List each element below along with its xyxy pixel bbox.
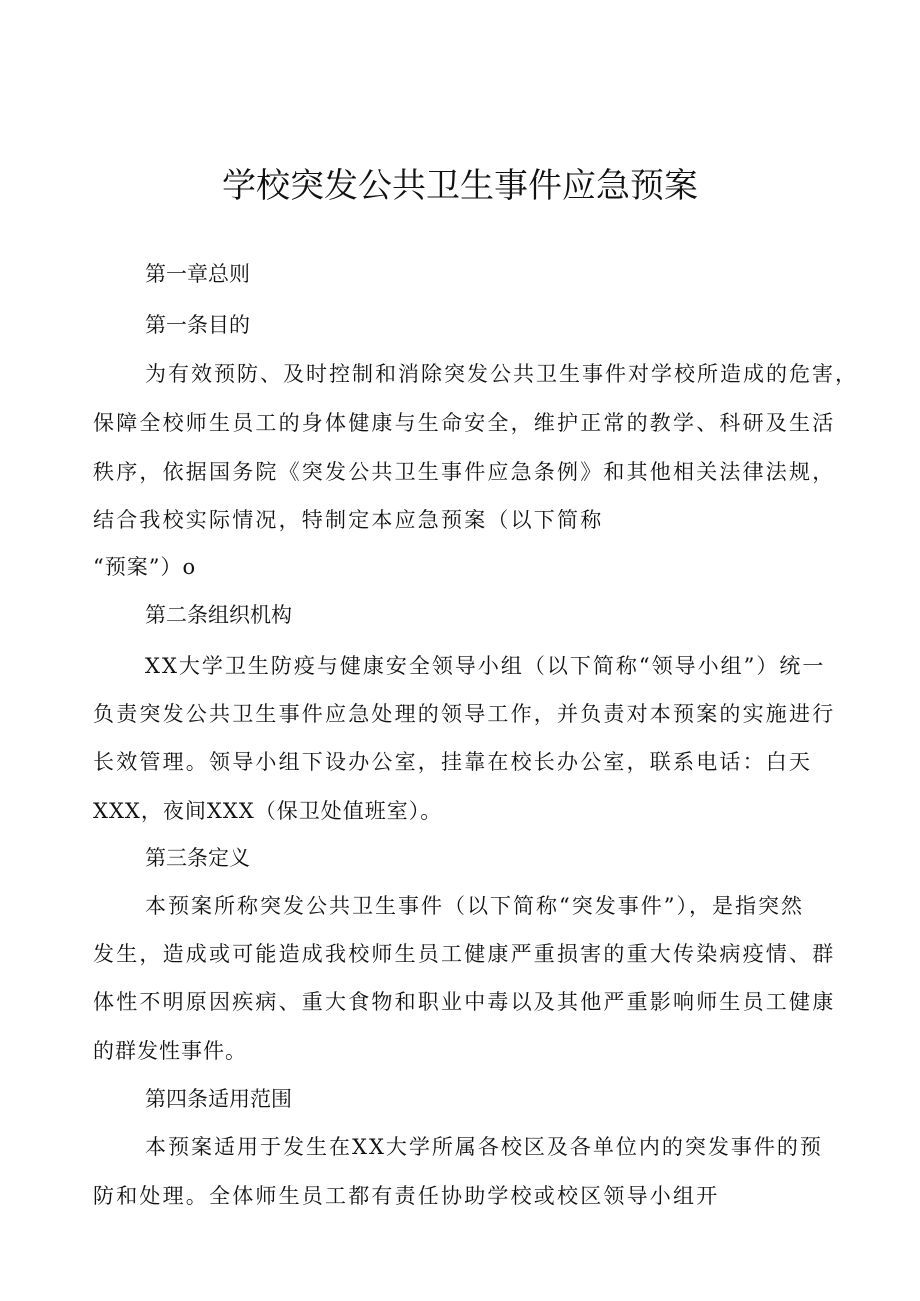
paragraph-line: 发生，造成或可能造成我校师生员工健康严重损害的重大传染病疫情、群	[93, 942, 836, 966]
paragraph-line: 本预案适用于发生在XX大学所属各校区及各单位内的突发事件的预	[145, 1135, 823, 1159]
article-heading: 第二条组织机构	[145, 603, 292, 627]
article-heading: 第四条适用范围	[145, 1087, 292, 1111]
paragraph-line: 长效管理。领导小组下设办公室，挂靠在校长办公室，联系电话：白天	[93, 750, 813, 774]
article-heading: 第一条目的	[145, 313, 250, 337]
paragraph-line: 秩序，依据国务院《突发公共卫生事件应急条例》和其他相关法律法规，	[93, 460, 836, 484]
paragraph-line: 结合我校实际情况，特制定本应急预案（以下简称	[93, 508, 604, 532]
paragraph-line: XX大学卫生防疫与健康安全领导小组（以下简称“领导小组”）统一	[145, 654, 826, 678]
paragraph-line: 为有效预防、及时控制和消除突发公共卫生事件对学校所造成的危害，	[145, 362, 858, 386]
paragraph-line: 体性不明原因疾病、重大食物和职业中毒以及其他严重影响师生员工健康	[93, 990, 836, 1014]
document-title: 学校突发公共卫生事件应急预案	[222, 166, 698, 206]
paragraph-line: 保障全校师生员工的身体健康与生命安全，维护正常的教学、科研及生活	[93, 411, 836, 435]
paragraph-line: 的群发性事件。	[93, 1039, 247, 1063]
paragraph-line: 防和处理。全体师生员工都有责任协助学校或校区领导小组开	[93, 1184, 720, 1208]
paragraph-line: “预案”）o	[93, 555, 197, 579]
paragraph-line: 本预案所称突发公共卫生事件（以下简称“突发事件”），是指突然	[145, 894, 804, 918]
paragraph-line: XXX，夜间XXX（保卫处值班室）。	[93, 799, 443, 823]
paragraph-line: 负责突发公共卫生事件应急处理的领导工作，并负责对本预案的实施进行	[93, 702, 836, 726]
article-heading: 第三条定义	[145, 846, 250, 870]
chapter-heading: 第一章总则	[145, 262, 250, 286]
